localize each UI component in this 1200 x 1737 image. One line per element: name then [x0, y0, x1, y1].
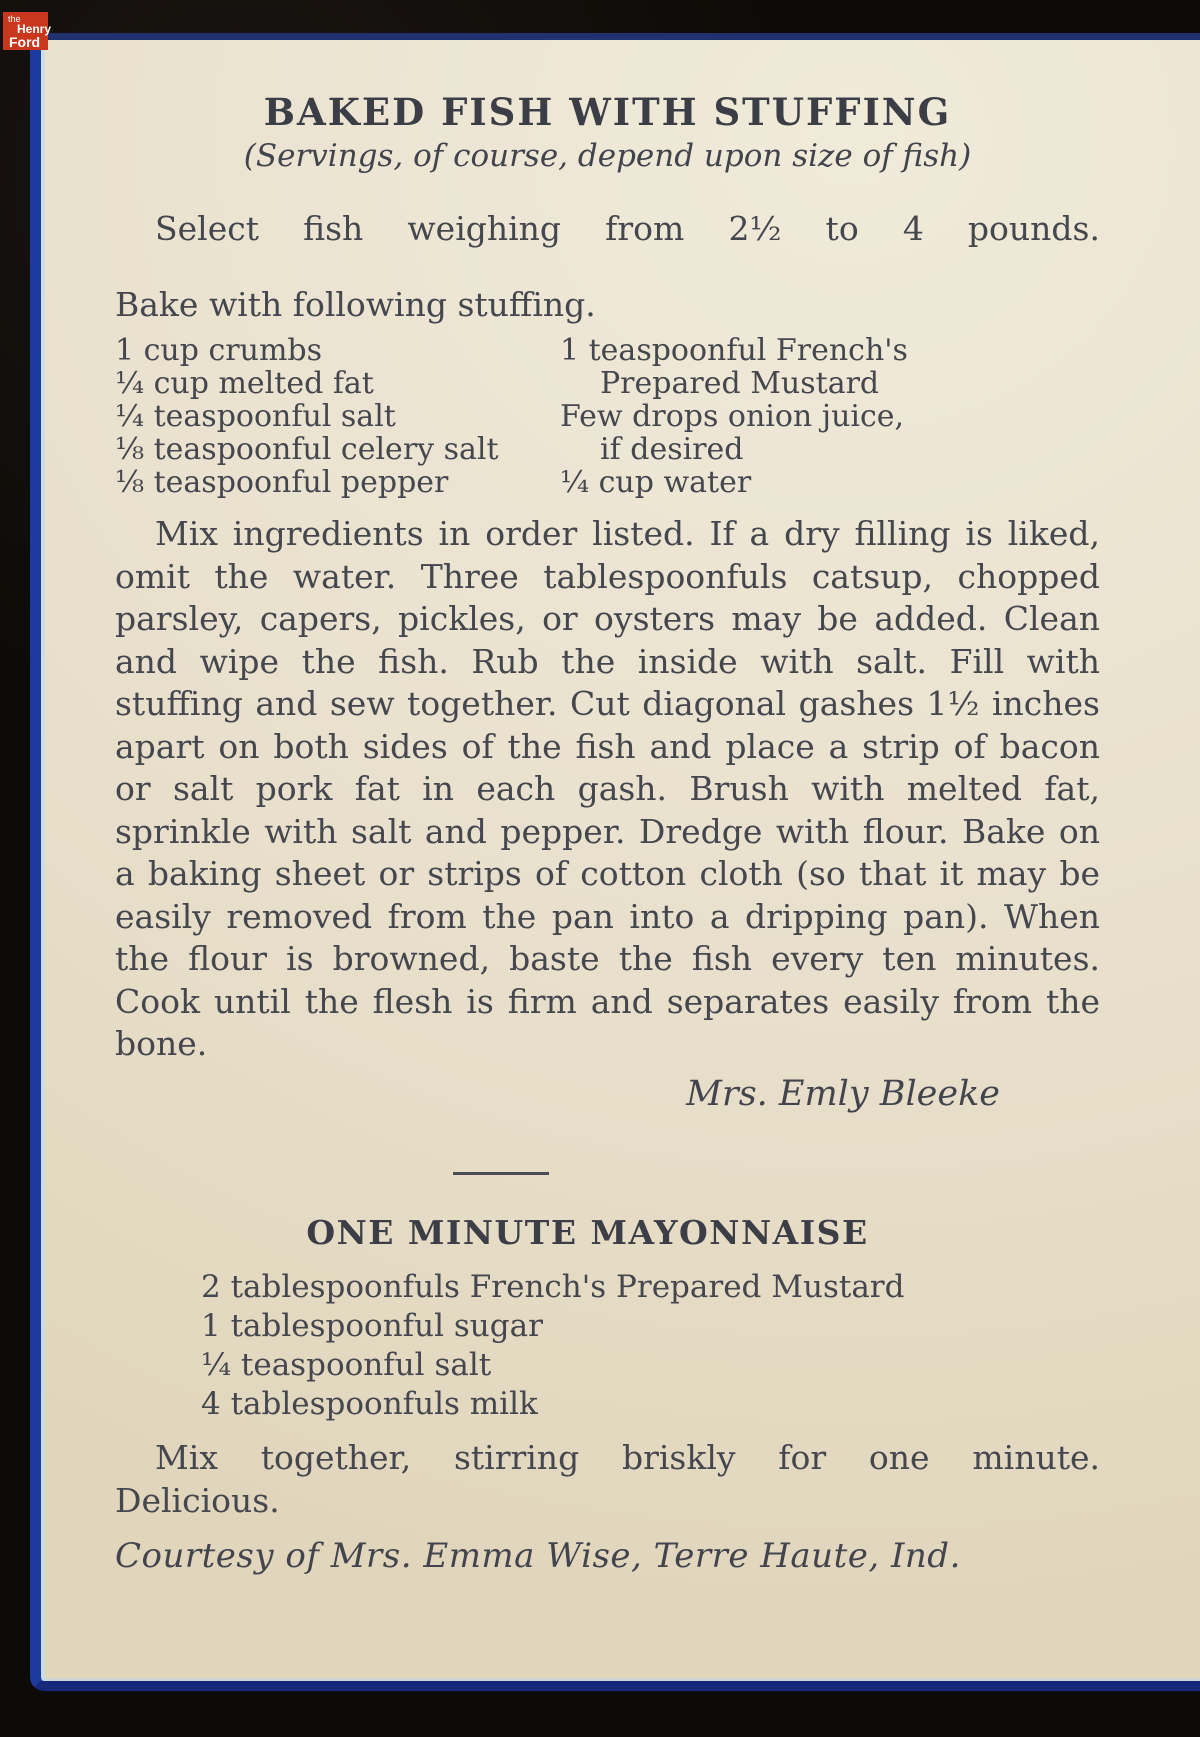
section-divider — [453, 1172, 549, 1175]
intro-line: Select fish weighing from 2½ to 4 pounds. — [155, 209, 1100, 248]
ingredient-item: 1 cup crumbs — [115, 333, 322, 368]
recipe-title: BAKED FISH WITH STUFFING — [263, 90, 952, 134]
mayo-instructions: Delicious. — [115, 1480, 280, 1520]
ingredient-item: ⅛ teaspoonful celery salt — [115, 432, 499, 467]
henry-ford-logo — [3, 12, 52, 50]
logo-text-ford: Ford — [9, 34, 41, 50]
logo-text-henry: Henry — [17, 22, 52, 36]
mayo-title: ONE MINUTE MAYONNAISE — [306, 1212, 869, 1252]
recipe-card-content — [41, 40, 1200, 1606]
logo-text-the: the — [8, 14, 21, 24]
ingredient-item: 4 tablespoonfuls milk — [201, 1385, 538, 1422]
ingredient-item: Prepared Mustard — [600, 366, 880, 401]
mayo-instructions: Mix together, stirring briskly for one minute. — [155, 1437, 1100, 1477]
ingredient-item: 2 tablespoonfuls French's Prepared Mustard — [201, 1268, 905, 1305]
courtesy-line: Courtesy of Mrs. Emma Wise, Terre Haute, Ind. — [115, 1535, 961, 1576]
recipe-card — [30, 33, 1200, 1691]
ingredient-column-right — [560, 334, 1100, 499]
ingredient-item: 1 tablespoonful sugar — [201, 1307, 543, 1344]
ingredient-item: ¼ teaspoonful salt — [115, 399, 396, 434]
ingredient-item: ¼ teaspoonful salt — [201, 1346, 492, 1383]
ingredient-item: ¼ cup water — [560, 465, 752, 500]
ingredient-item: ¼ cup melted fat — [115, 366, 374, 401]
recipe-subtitle: (Servings, of course, depend upon size of fish) — [243, 138, 972, 174]
ingredient-item: Few drops onion juice, — [560, 399, 905, 434]
instructions-paragraph: Mix ingredients in order listed. If a dry filling is liked, omit the water. Three tablespoonfuls catsup, chopped parsley, capers, pickles, or oysters may be added. Clean and wipe the fish. Rub the inside with salt. Fill with stuffing and sew together. Cut diagonal gashes 1½ inches apart on both sides of the fish and place a strip of bacon or salt pork fat in each gash. Brush with melted fat, sprinkle with salt and pepper. Dredge with flour. Bake on a baking sheet or strips of cotton cloth (so that it may be easily removed from the pan into a dripping pan). When the flour is browned, baste the fish every ten minutes. Cook until the flesh is firm and separates easily from the bone. — [115, 514, 1100, 1063]
ingredient-columns — [115, 334, 1100, 499]
ingredient-item: ⅛ teaspoonful pepper — [115, 465, 449, 500]
mayo-ingredient-list — [201, 1268, 1100, 1424]
intro-line: Bake with following stuffing. — [115, 285, 596, 324]
ingredient-column-left — [115, 334, 560, 499]
ingredient-item: 1 teaspoonful French's — [560, 333, 908, 368]
recipe-mayonnaise-section — [115, 1213, 1100, 1576]
recipe-fish-section — [115, 90, 1100, 1114]
ingredient-item: if desired — [600, 432, 744, 467]
contributor-signature: Mrs. Emly Bleeke — [686, 1073, 1000, 1114]
